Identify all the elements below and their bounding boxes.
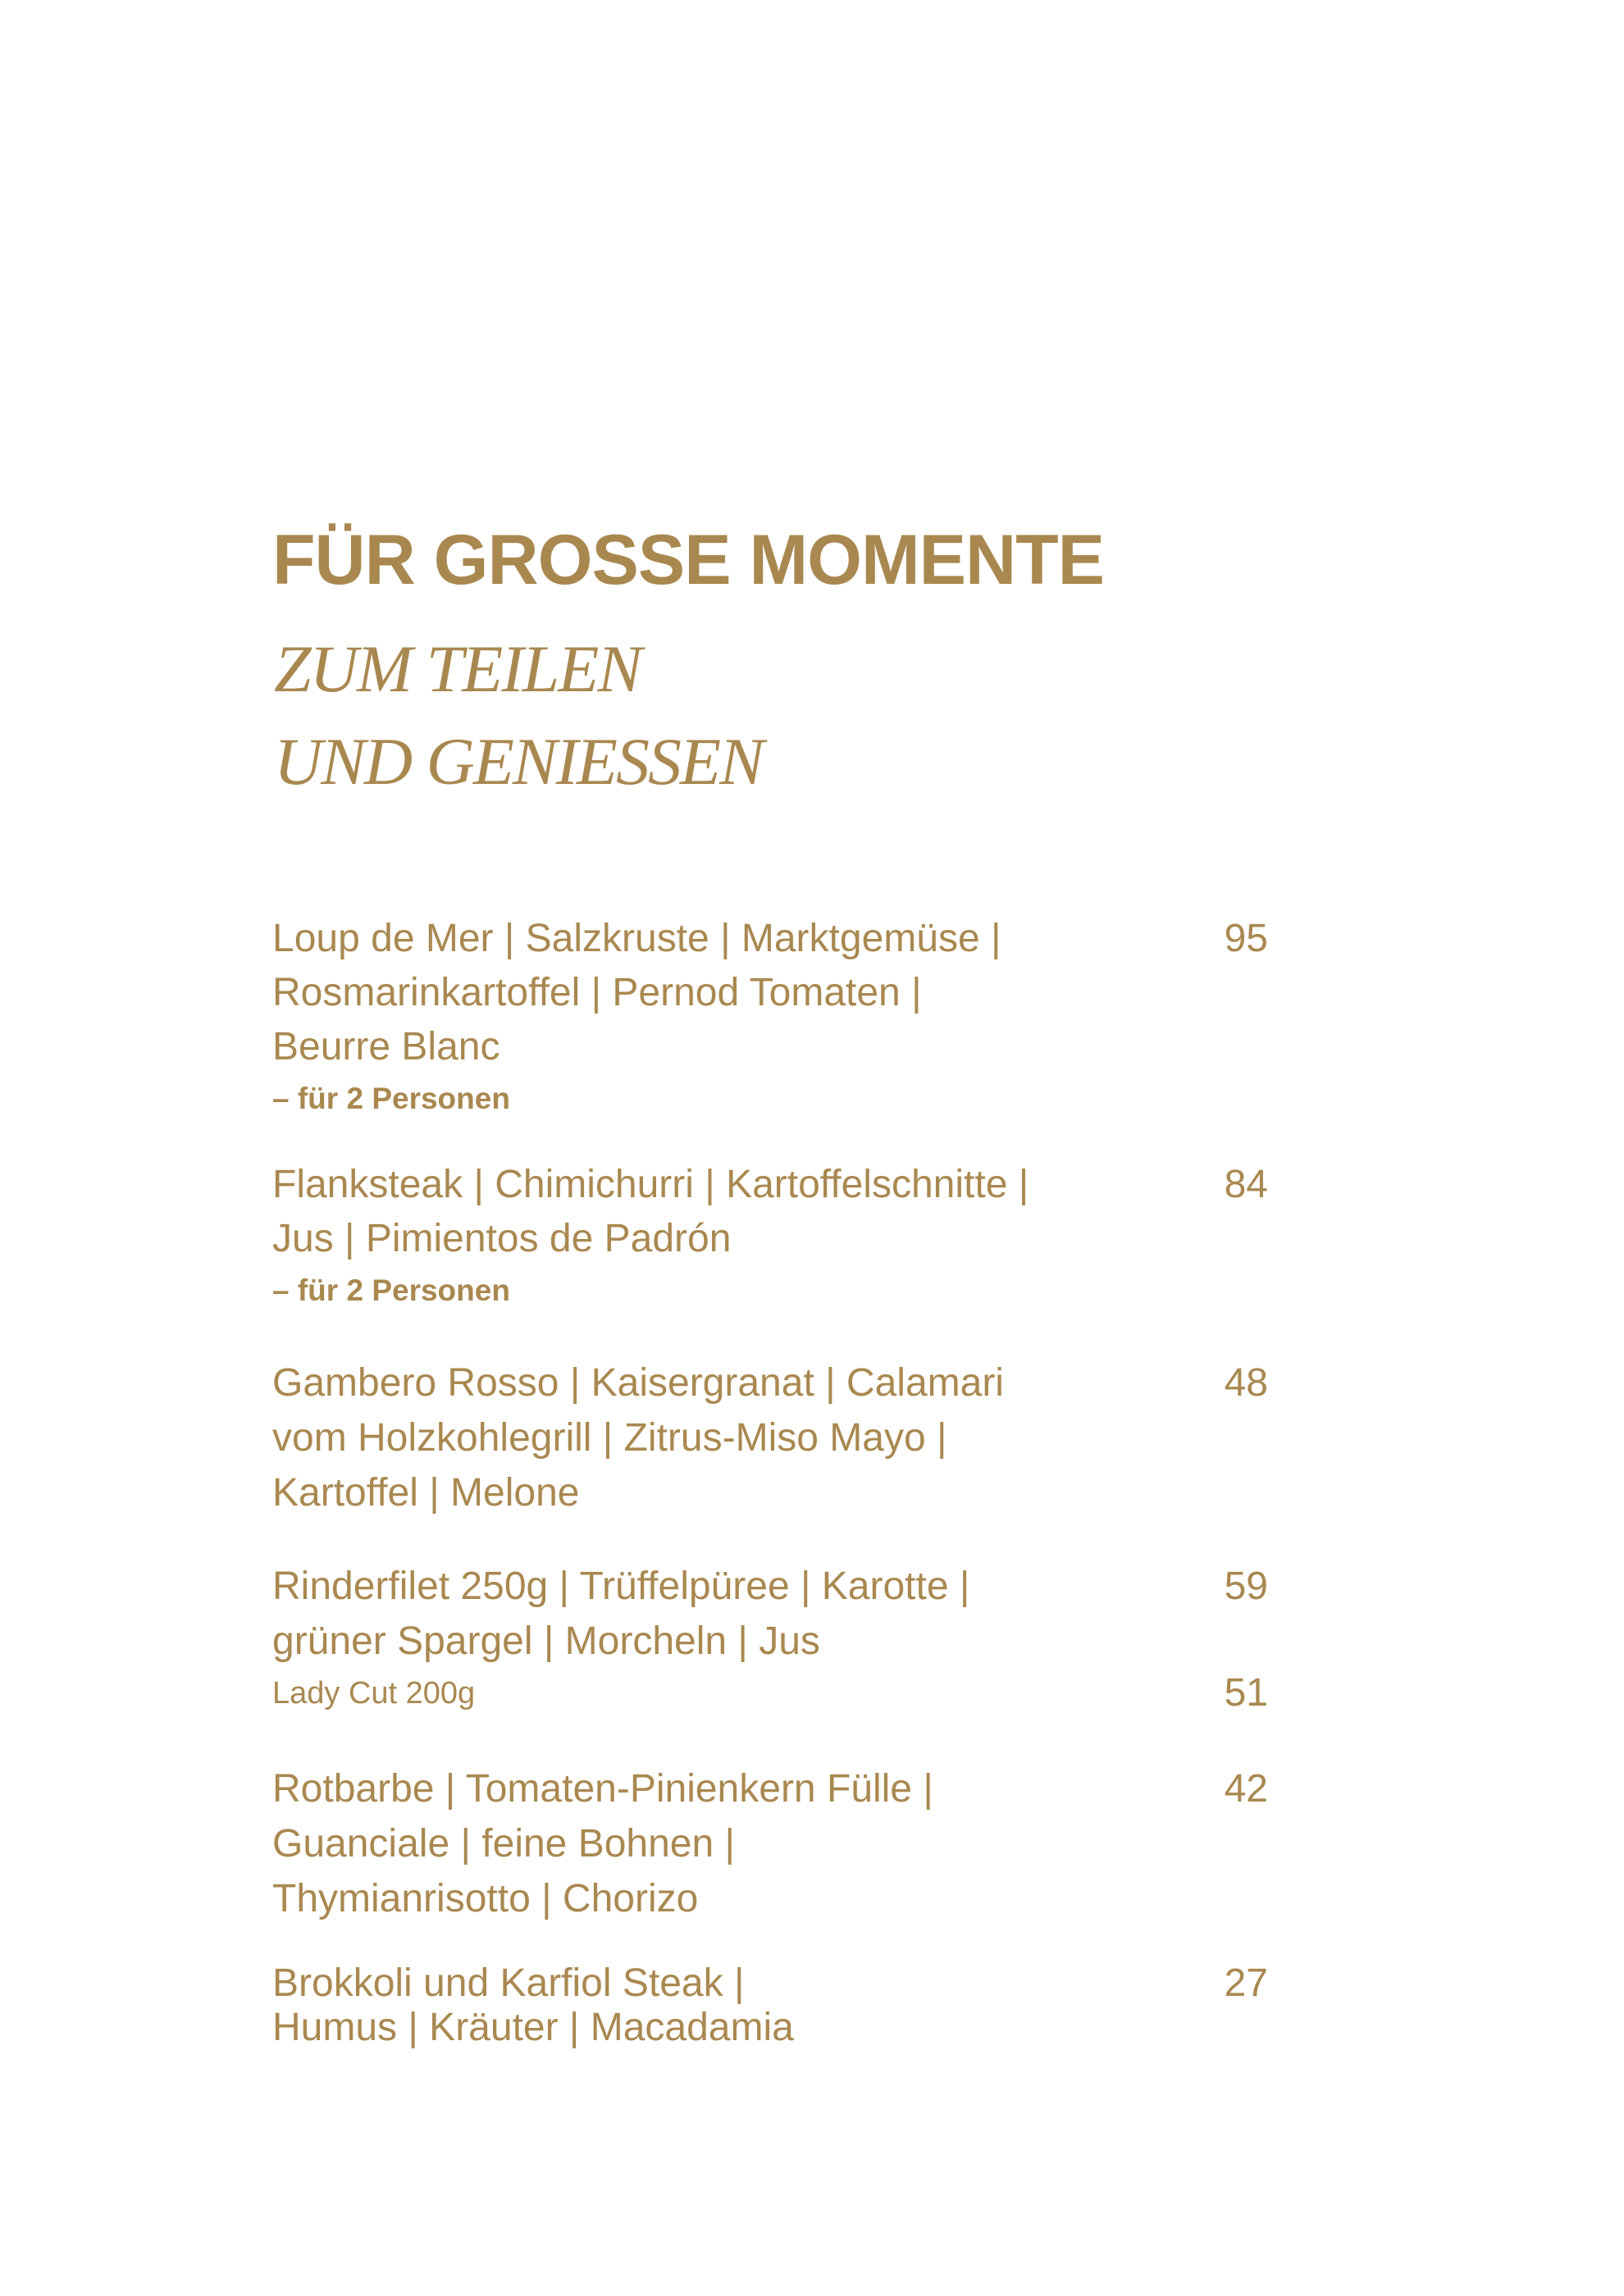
item-description: Beurre Blanc: [272, 1025, 500, 1068]
menu-item: [272, 912, 1268, 1123]
menu-item: [272, 1356, 1268, 1520]
item-variant: [272, 1669, 1268, 1718]
variant-price: 51: [1224, 1671, 1268, 1715]
item-price: 42: [1224, 1767, 1268, 1811]
item-description: Kartoffel | Melone: [272, 1471, 580, 1515]
item-description: grüner Spargel | Morcheln | Jus: [272, 1620, 820, 1663]
item-note: – für 2 Personen: [272, 1273, 510, 1307]
item-price: 59: [1224, 1565, 1268, 1608]
item-description: Humus | Kräuter | Macadamia: [272, 2006, 794, 2049]
item-price: 84: [1224, 1163, 1268, 1206]
item-description: Gambero Rosso | Kaisergranat | Calamari: [272, 1361, 1004, 1405]
item-price: 95: [1224, 917, 1268, 960]
variant-label: Lady Cut 200g: [272, 1676, 476, 1711]
menu-item: [272, 1762, 1268, 1926]
item-description: Guanciale | feine Bohnen |: [272, 1822, 735, 1866]
item-description: Thymianrisotto | Chorizo: [272, 1877, 699, 1920]
menu-item: [272, 1560, 1268, 1718]
page-title: FÜR GROSSE MOMENTE: [272, 521, 1105, 599]
item-description: Rinderfilet 250g | Trüffelpüree | Karotte |: [272, 1565, 970, 1608]
item-price: 27: [1224, 1961, 1268, 2005]
subtitle-line-1: ZUM TEILEN: [274, 631, 641, 706]
item-description: Brokkoli und Karfiol Steak |: [272, 1961, 745, 2005]
menu-item: [272, 1158, 1268, 1315]
item-description: Rotbarbe | Tomaten-Pinienkern Fülle |: [272, 1767, 933, 1811]
item-note: – für 2 Personen: [272, 1082, 510, 1115]
item-description: Jus | Pimientos de Padrón: [272, 1217, 732, 1260]
item-description: vom Holzkohlegrill | Zitrus-Miso Mayo |: [272, 1416, 947, 1460]
item-price: 48: [1224, 1361, 1268, 1405]
menu-item: [272, 1957, 1268, 2055]
subtitle-line-2: UND GENIESSEN: [274, 724, 763, 799]
item-description: Rosmarinkartoffel | Pernod Tomaten |: [272, 971, 922, 1014]
item-description: Loup de Mer | Salzkruste | Marktgemüse |: [272, 917, 1001, 960]
item-description: Flanksteak | Chimichurri | Kartoffelschnitte |: [272, 1163, 1029, 1206]
